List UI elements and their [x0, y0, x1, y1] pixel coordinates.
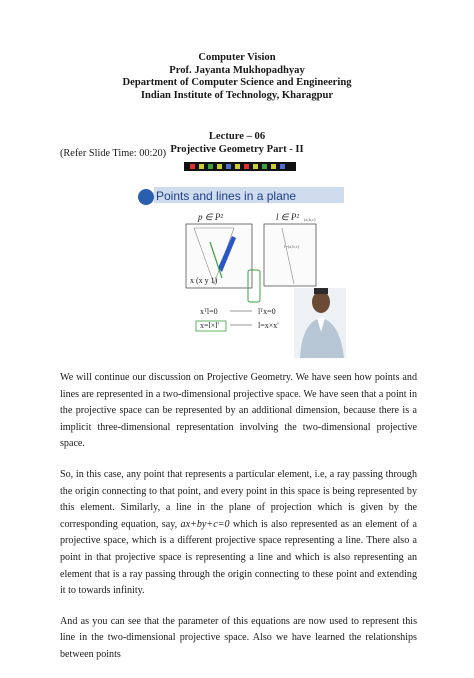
slide-eq2: lᵀx=0 — [258, 307, 276, 316]
body-text — [60, 370, 417, 678]
panel-inner-label: l=(a,b,c) — [284, 244, 300, 249]
paragraph-2: So, in this case, any point that represents a particular element, i.e, a ray passing through the origin connecting to that point, and every point in this space is being represented by this element. Similarly, a line in the plane of projection which is given by the corresponding equation, say, ax+by+c=0 which is also represented as an element of a projective space, which is a different projective space representing a line. There also a point in that projective space is representing a line and which is also representing an element that is a ray passing through the origin connecting to these point and extending it to towards infinity. — [60, 468, 417, 597]
paragraph-1: We will continue our discussion on Projective Geometry. We have seen how points and lines are represented in a two-dimensional projective space. We have seen that a point in the projective space can be represented by an additional dimension, because there is a implicit three-dimensional representation involving the two-dimensional projective space. — [60, 372, 417, 450]
slide-eq1: xᵀl=0 — [200, 307, 218, 316]
course-title: Computer Vision — [198, 52, 276, 63]
presenter-video — [294, 288, 346, 358]
paragraph-3: And as you can see that the parameter of this equations are now used to represent this line in the two-dimensional projective space. Also we have learned the relationships between points — [60, 615, 417, 660]
globe-icon — [138, 189, 154, 205]
lecture-slide-image — [134, 162, 346, 358]
slide-vector: x (x y 1) — [190, 276, 218, 285]
slide-eq3: x=l×l' — [200, 321, 219, 330]
slide-graphic — [134, 162, 346, 358]
lecture-number: Lecture – 06 — [208, 131, 266, 142]
panel-left-label: p ∈ P² — [198, 212, 224, 222]
lecture-title: Projective Geometry Part - II — [170, 144, 304, 155]
professor-name: Prof. Jayanta Mukhopadhyay — [169, 64, 305, 76]
institute-name: Indian Institute of Technology, Kharagpur — [140, 89, 334, 101]
document-header — [0, 52, 474, 102]
slide-eq4: l=x×x' — [258, 321, 279, 330]
department-name: Department of Computer Science and Engineering — [122, 77, 352, 89]
panel-right-corner: (a,b,c) — [304, 217, 316, 222]
refer-slide-time: (Refer Slide Time: 00:20) — [60, 148, 167, 159]
slide-title: Points and lines in a plane — [156, 189, 297, 203]
equation-line: ax+by+c=0 — [180, 518, 230, 530]
panel-right-label: l ∈ P² — [276, 212, 300, 222]
panel-right — [264, 224, 316, 286]
